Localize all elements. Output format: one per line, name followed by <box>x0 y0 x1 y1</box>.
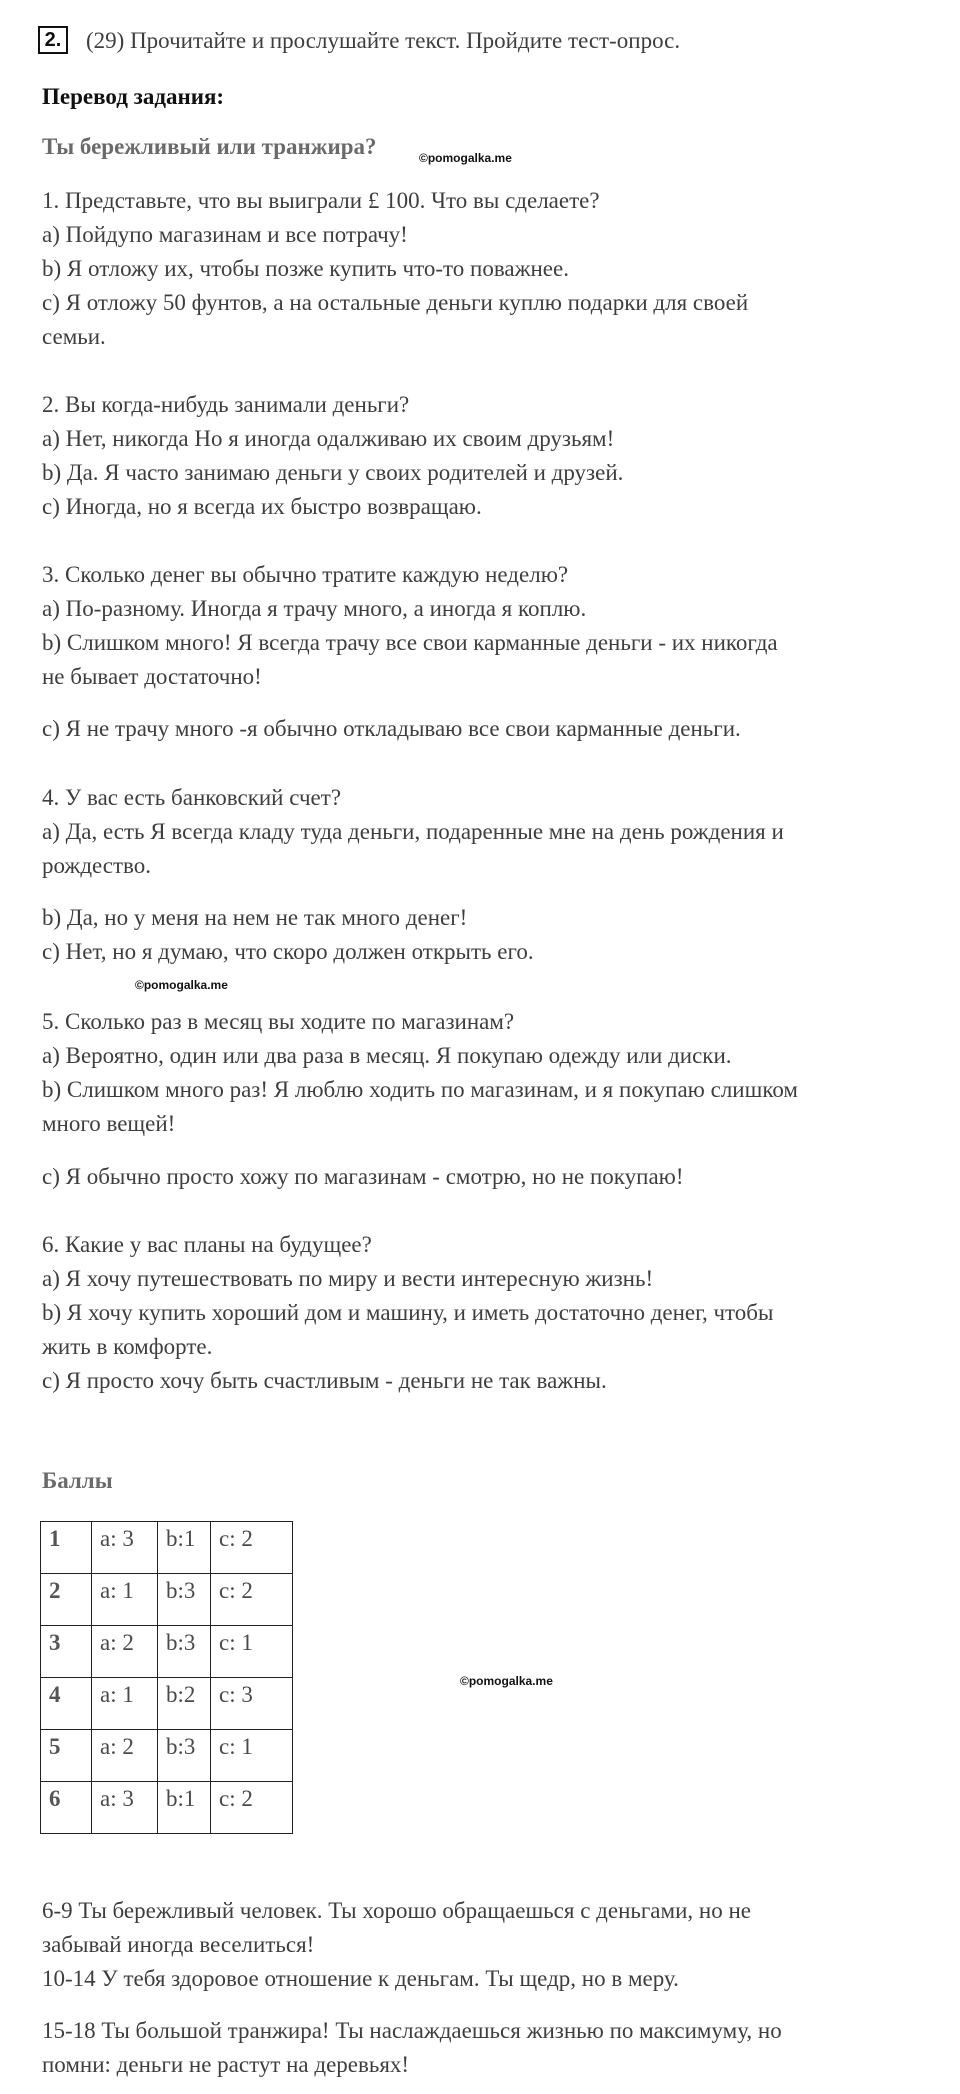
table-cell: a: 2 <box>92 1626 158 1678</box>
quiz-line: b) Слишком много! Я всегда трачу все свои карманные деньги - их никогда <box>42 630 778 655</box>
result-line: 6-9 Ты бережливый человек. Ты хорошо обращаешься с деньгами, но не <box>42 1898 751 1923</box>
table-cell: b:1 <box>158 1782 211 1834</box>
quiz-title: Ты бережливый или транжира? <box>42 134 377 159</box>
table-cell: a: 3 <box>92 1782 158 1834</box>
quiz-line: 1. Представьте, что вы выиграли £ 100. Что вы сделаете? <box>42 188 600 213</box>
quiz-line: рождество. <box>42 853 152 878</box>
quiz-line: a) Нет, никогда Но я иногда одалживаю их своим друзьям! <box>42 426 615 451</box>
quiz-line: a) Да, есть Я всегда кладу туда деньги, подаренные мне на день рождения и <box>42 819 784 844</box>
table-cell: a: 1 <box>92 1678 158 1730</box>
quiz-line: c) Я просто хочу быть счастливым - деньги не так важны. <box>42 1368 607 1393</box>
quiz-line: a) Я хочу путешествовать по миру и вести интересную жизнь! <box>42 1266 654 1291</box>
quiz-line: b) Да. Я часто занимаю деньги у своих родителей и друзей. <box>42 460 624 485</box>
quiz-line: семьи. <box>42 324 106 349</box>
exercise-instruction: (29) Прочитайте и прослушайте текст. Пройдите тест-опрос. <box>86 28 681 53</box>
table-cell: c: 2 <box>211 1782 293 1834</box>
quiz-line: c) Я обычно просто хожу по магазинам - смотрю, но не покупаю! <box>42 1164 684 1189</box>
table-cell: b:3 <box>158 1574 211 1626</box>
result-line: 10-14 У тебя здоровое отношение к деньгам. Ты щедр, но в меру. <box>42 1966 679 1991</box>
quiz-line: 5. Сколько раз в месяц вы ходите по магазинам? <box>42 1009 515 1034</box>
table-row <box>41 1626 293 1678</box>
quiz-line: a) Пойдупо магазинам и все потрачу! <box>42 222 408 247</box>
table-row <box>41 1574 293 1626</box>
quiz-line: c) Я не трачу много -я обычно откладываю все свои карманные деньги. <box>42 716 741 741</box>
table-cell: a: 3 <box>92 1522 158 1574</box>
quiz-line: жить в комфорте. <box>42 1334 213 1359</box>
scores-heading: Баллы <box>42 1468 113 1493</box>
table-cell: a: 1 <box>92 1574 158 1626</box>
exercise-number-badge: 2. <box>38 26 68 54</box>
table-cell: 1 <box>41 1522 92 1574</box>
quiz-line: 3. Сколько денег вы обычно тратите каждую неделю? <box>42 562 569 587</box>
result-line: 15-18 Ты большой транжира! Ты наслаждаешься жизнью по максимуму, но <box>42 2018 782 2043</box>
quiz-line: b) Я хочу купить хороший дом и машину, и иметь достаточно денег, чтобы <box>42 1300 774 1325</box>
table-row <box>41 1730 293 1782</box>
table-cell: a: 2 <box>92 1730 158 1782</box>
table-cell: c: 2 <box>211 1574 293 1626</box>
result-line: помни: деньги не растут на деревьях! <box>42 2052 410 2077</box>
quiz-line: 6. Какие у вас планы на будущее? <box>42 1232 372 1257</box>
table-cell: c: 1 <box>211 1730 293 1782</box>
quiz-line: 2. Вы когда-нибудь занимали деньги? <box>42 392 410 417</box>
table-cell: 6 <box>41 1782 92 1834</box>
quiz-line: a) По-разному. Иногда я трачу много, а иногда я коплю. <box>42 596 587 621</box>
quiz-line: много вещей! <box>42 1111 176 1136</box>
table-cell: c: 1 <box>211 1626 293 1678</box>
quiz-line: b) Слишком много раз! Я люблю ходить по магазинам, и я покупаю слишком <box>42 1077 798 1102</box>
table-cell: b:3 <box>158 1730 211 1782</box>
watermark: ©pomogalka.me <box>460 1674 553 1688</box>
watermark: ©pomogalka.me <box>419 151 512 165</box>
table-cell: c: 3 <box>211 1678 293 1730</box>
watermark: ©pomogalka.me <box>135 978 228 992</box>
table-cell: b:3 <box>158 1626 211 1678</box>
table-cell: 2 <box>41 1574 92 1626</box>
quiz-line: c) Иногда, но я всегда их быстро возвращаю. <box>42 494 482 519</box>
table-cell: c: 2 <box>211 1522 293 1574</box>
quiz-line: 4. У вас есть банковский счет? <box>42 785 342 810</box>
scores-table <box>40 1521 293 1834</box>
translation-heading: Перевод задания: <box>42 84 225 109</box>
table-cell: 4 <box>41 1678 92 1730</box>
quiz-line: a) Вероятно, один или два раза в месяц. Я покупаю одежду или диски. <box>42 1043 732 1068</box>
quiz-line: c) Я отложу 50 фунтов, а на остальные деньги куплю подарки для своей <box>42 290 749 315</box>
table-cell: 3 <box>41 1626 92 1678</box>
table-cell: b:1 <box>158 1522 211 1574</box>
quiz-line: c) Нет, но я думаю, что скоро должен открыть его. <box>42 939 534 964</box>
result-line: забывай иногда веселиться! <box>42 1932 315 1957</box>
quiz-line: не бывает достаточно! <box>42 664 262 689</box>
table-cell: 5 <box>41 1730 92 1782</box>
table-cell: b:2 <box>158 1678 211 1730</box>
table-row <box>41 1522 293 1574</box>
table-row <box>41 1782 293 1834</box>
table-row <box>41 1678 293 1730</box>
quiz-line: b) Да, но у меня на нем не так много денег! <box>42 905 468 930</box>
quiz-line: b) Я отложу их, чтобы позже купить что-то поважнее. <box>42 256 569 281</box>
